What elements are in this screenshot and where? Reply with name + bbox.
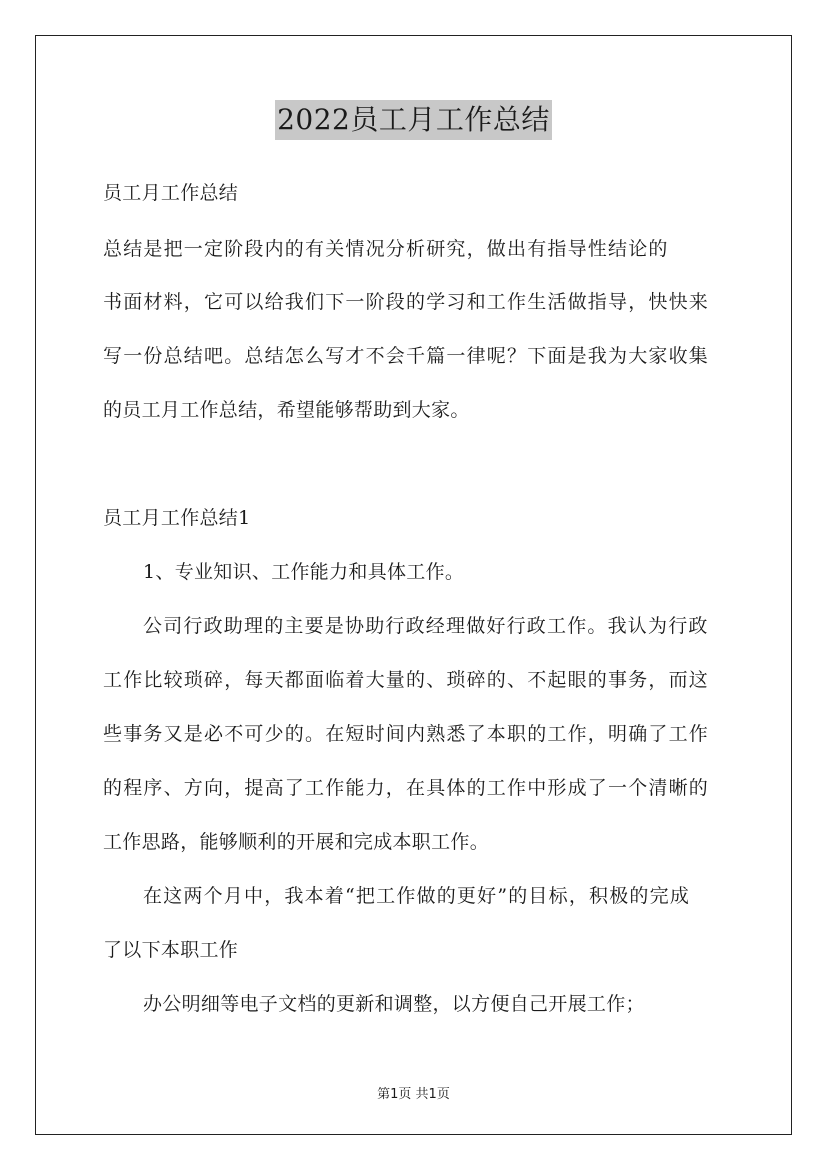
title-container [0, 100, 827, 140]
paragraph-line: 在这两个月中，我本着“把工作做的更好”的目标，积极的完成 [143, 885, 691, 907]
paragraph-line: 的程序、方向，提高了工作能力，在具体的工作中形成了一个清晰的 [103, 777, 710, 799]
paragraph-line: 书面材料，它可以给我们下一阶段的学习和工作生活做指导，快快来 [103, 291, 710, 313]
paragraph-line: 了以下本职工作 [103, 939, 239, 961]
list-item: 1、专业知识、工作能力和具体工作。 [143, 561, 465, 583]
paragraph-line: 工作思路，能够顺利的开展和完成本职工作。 [103, 831, 490, 853]
section-heading: 员工月工作总结 [103, 182, 239, 204]
section-heading: 员工月工作总结1 [103, 507, 251, 529]
paragraph-line: 些事务又是必不可少的。在短时间内熟悉了本职的工作，明确了工作 [103, 723, 710, 745]
paragraph-line: 公司行政助理的主要是协助行政经理做好行政工作。我认为行政 [143, 615, 709, 637]
document-title: 2022员工月工作总结 [275, 100, 552, 140]
page-footer: 第1页 共1页 [377, 1087, 450, 1102]
paragraph-line: 的员工月工作总结，希望能够帮助到大家。 [103, 399, 470, 421]
paragraph-line: 写一份总结吧。总结怎么写才不会千篇一律呢？下面是我为大家收集 [103, 345, 710, 367]
paragraph-line: 办公明细等电子文档的更新和调整，以方便自己开展工作； [143, 993, 645, 1015]
paragraph-line: 工作比较琐碎，每天都面临着大量的、琐碎的、不起眼的事务，而这 [103, 669, 710, 691]
paragraph-line: 总结是把一定阶段内的有关情况分析研究，做出有指导性结论的 [103, 238, 669, 260]
